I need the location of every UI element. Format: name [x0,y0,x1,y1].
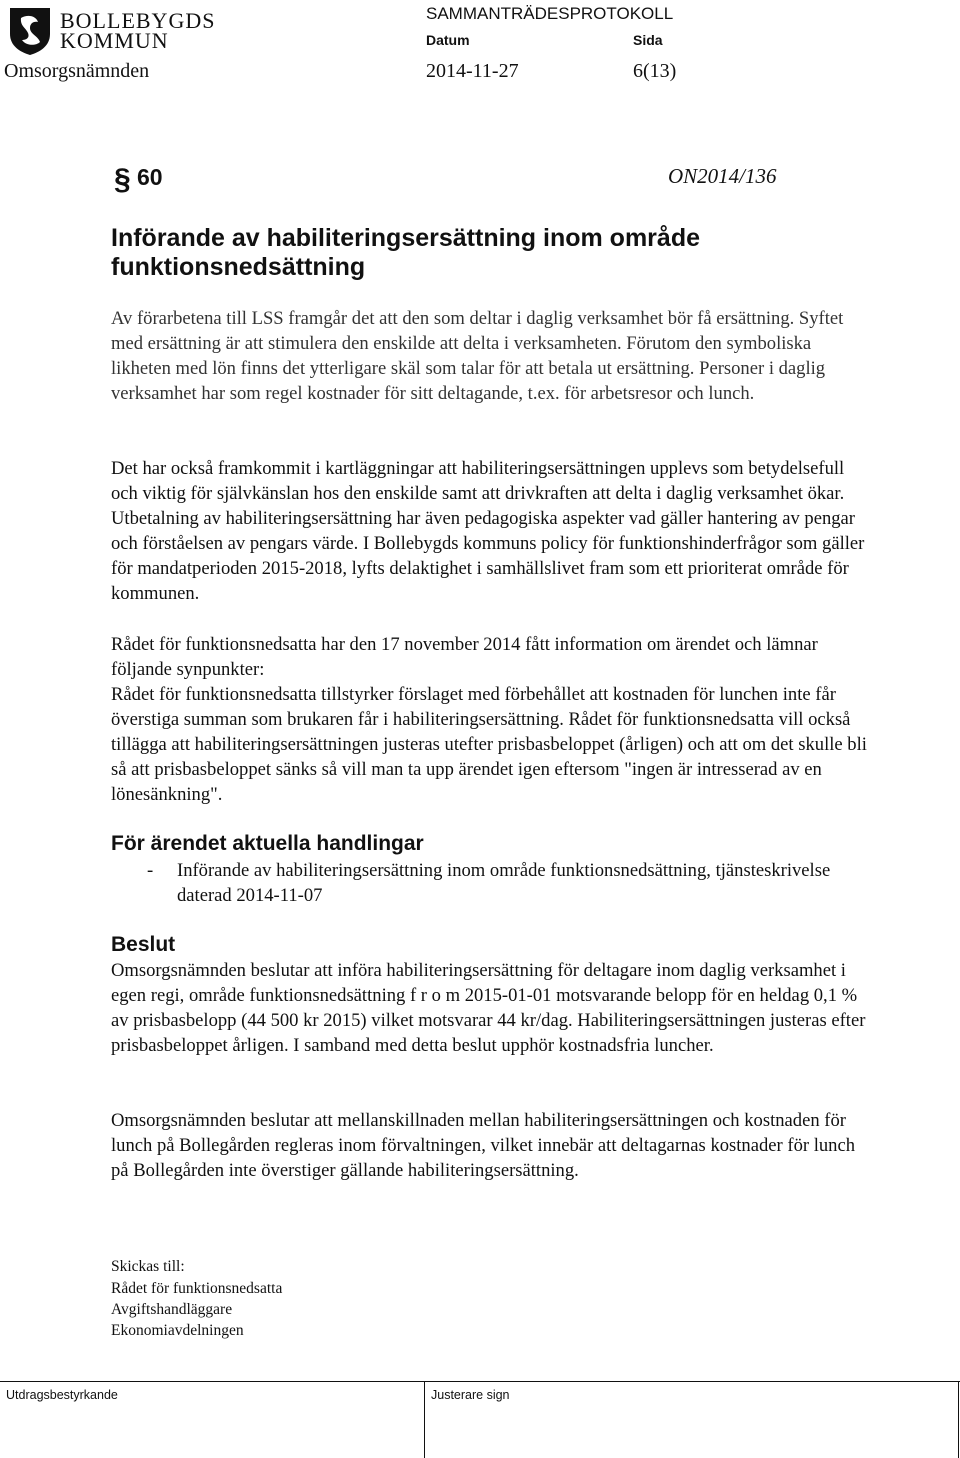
municipality-logo [8,6,216,58]
datum-label: Datum [426,32,470,48]
send-to-label: Skickas till: [111,1258,185,1275]
recipient-fee-officer: Avgiftshandläggare [111,1301,233,1318]
recipient-council: Rådet för funktionsnedsatta [111,1280,283,1297]
municipal-crest-icon [8,6,52,56]
footer-right-border [958,1381,959,1458]
list-item-document: Införande av habiliteringsersättning inom område funktionsnedsättning, tjänsteskrivelse daterad 2014-11-07 [177,860,831,906]
paragraph-survey: Det har också framkommit i kartläggningar att habiliteringsersättningen upplevs som betydelsefull och viktig för självkänslan hos den enskilde samt att drivkraften att delta i daglig verksamhet ökar. Utbetalning av habiliteringsersättning har även pedagogiska aspekter vad gäller hantering av pengar och förståelsen av pengars värde. I Bollebygds kommuns policy för funktionshinderfrågor som gäller för mandatperioden 2015-2018, lyfts delaktighet i samhällslivet fram som ett prioriterat område för kommunen. [111,458,865,604]
svg-text:§: § [114,163,131,196]
decision-heading: Beslut [111,933,176,956]
documents-heading: För ärendet aktuella handlingar [111,832,424,855]
paragraph-council-intro: Rådet för funktionsnedsatta har den 17 november 2014 fått information om ärendet och lämnar följande synpunkter: [111,634,818,680]
section-title: Införande av habiliteringsersättning inom område funktionsnedsättning [111,224,700,281]
footer-column-divider [424,1381,425,1458]
committee-name: Omsorgsnämnden [4,60,150,82]
decision-paragraph-2: Omsorgsnämnden beslutar att mellanskillnaden mellan habiliteringsersättningen och kostnaden för lunch på Bollegården regleras inom förvaltningen, vilket innebär att deltagarnas kostnader för lunch på Bollegården inte överstiger gällande habiliteringsersättning. [111,1110,856,1181]
meeting-date: 2014-11-27 [426,60,519,82]
list-item-dash: - [147,860,154,881]
certification-label: Utdragsbestyrkande [6,1388,118,1402]
section-number: 60 [137,164,163,190]
case-number: ON2014/136 [668,164,777,188]
org-name-line2: KOMMUN [60,28,169,53]
page-number: 6(13) [633,60,677,82]
org-name-line1: BOLLEBYGDS [60,8,216,33]
adjuster-signature-label: Justerare sign [431,1388,510,1402]
paragraph-background: Av förarbetena till LSS framgår det att den som deltar i daglig verksamhet bör få ersättning. Syftet med ersättning är att stimulera den enskilde att delta i verksamheten. Förutom den symboliska likheten med lön finns det ytterligare skäl som talar för att betala ut ersättning. Personer i daglig verksamhet har som regel kostnader för sitt deltagande, t.ex. för arbetsresor och lunch. [111,308,844,404]
recipient-finance: Ekonomiavdelningen [111,1322,244,1339]
decision-paragraph-1: Omsorgsnämnden beslutar att införa habiliteringsersättning för deltagare inom daglig verksamhet i egen regi, område funktionsnedsättning f r o m 2015-01-01 motsvarande belopp för en heldag 0,1 % av prisbasbelopp (44 500 kr 2015) vilket motsvarar 44 kr/dag. Habiliteringsersättningen justeras efter prisbasbeloppet årligen. I samband med detta beslut upphör kostnadsfria luncher. [111,960,866,1056]
footer-divider [0,1381,960,1382]
document-type: SAMMANTRÄDESPROTOKOLL [426,4,674,23]
paragraph-council-opinion: Rådet för funktionsnedsatta tillstyrker förslaget med förbehållet att kostnaden för lunchen inte får överstiga summan som brukaren får i habiliteringsersättning. Rådet för funktionsnedsatta vill också tillägga att habiliteringsersättningen justeras utefter prisbasbeloppet (årligen) och att om det skulle bli så att prisbasbeloppet sänks så vill man ta upp ärendet igen eftersom "ingen är intresserad av en lönesänkning". [111,684,867,805]
sida-label: Sida [633,32,663,48]
